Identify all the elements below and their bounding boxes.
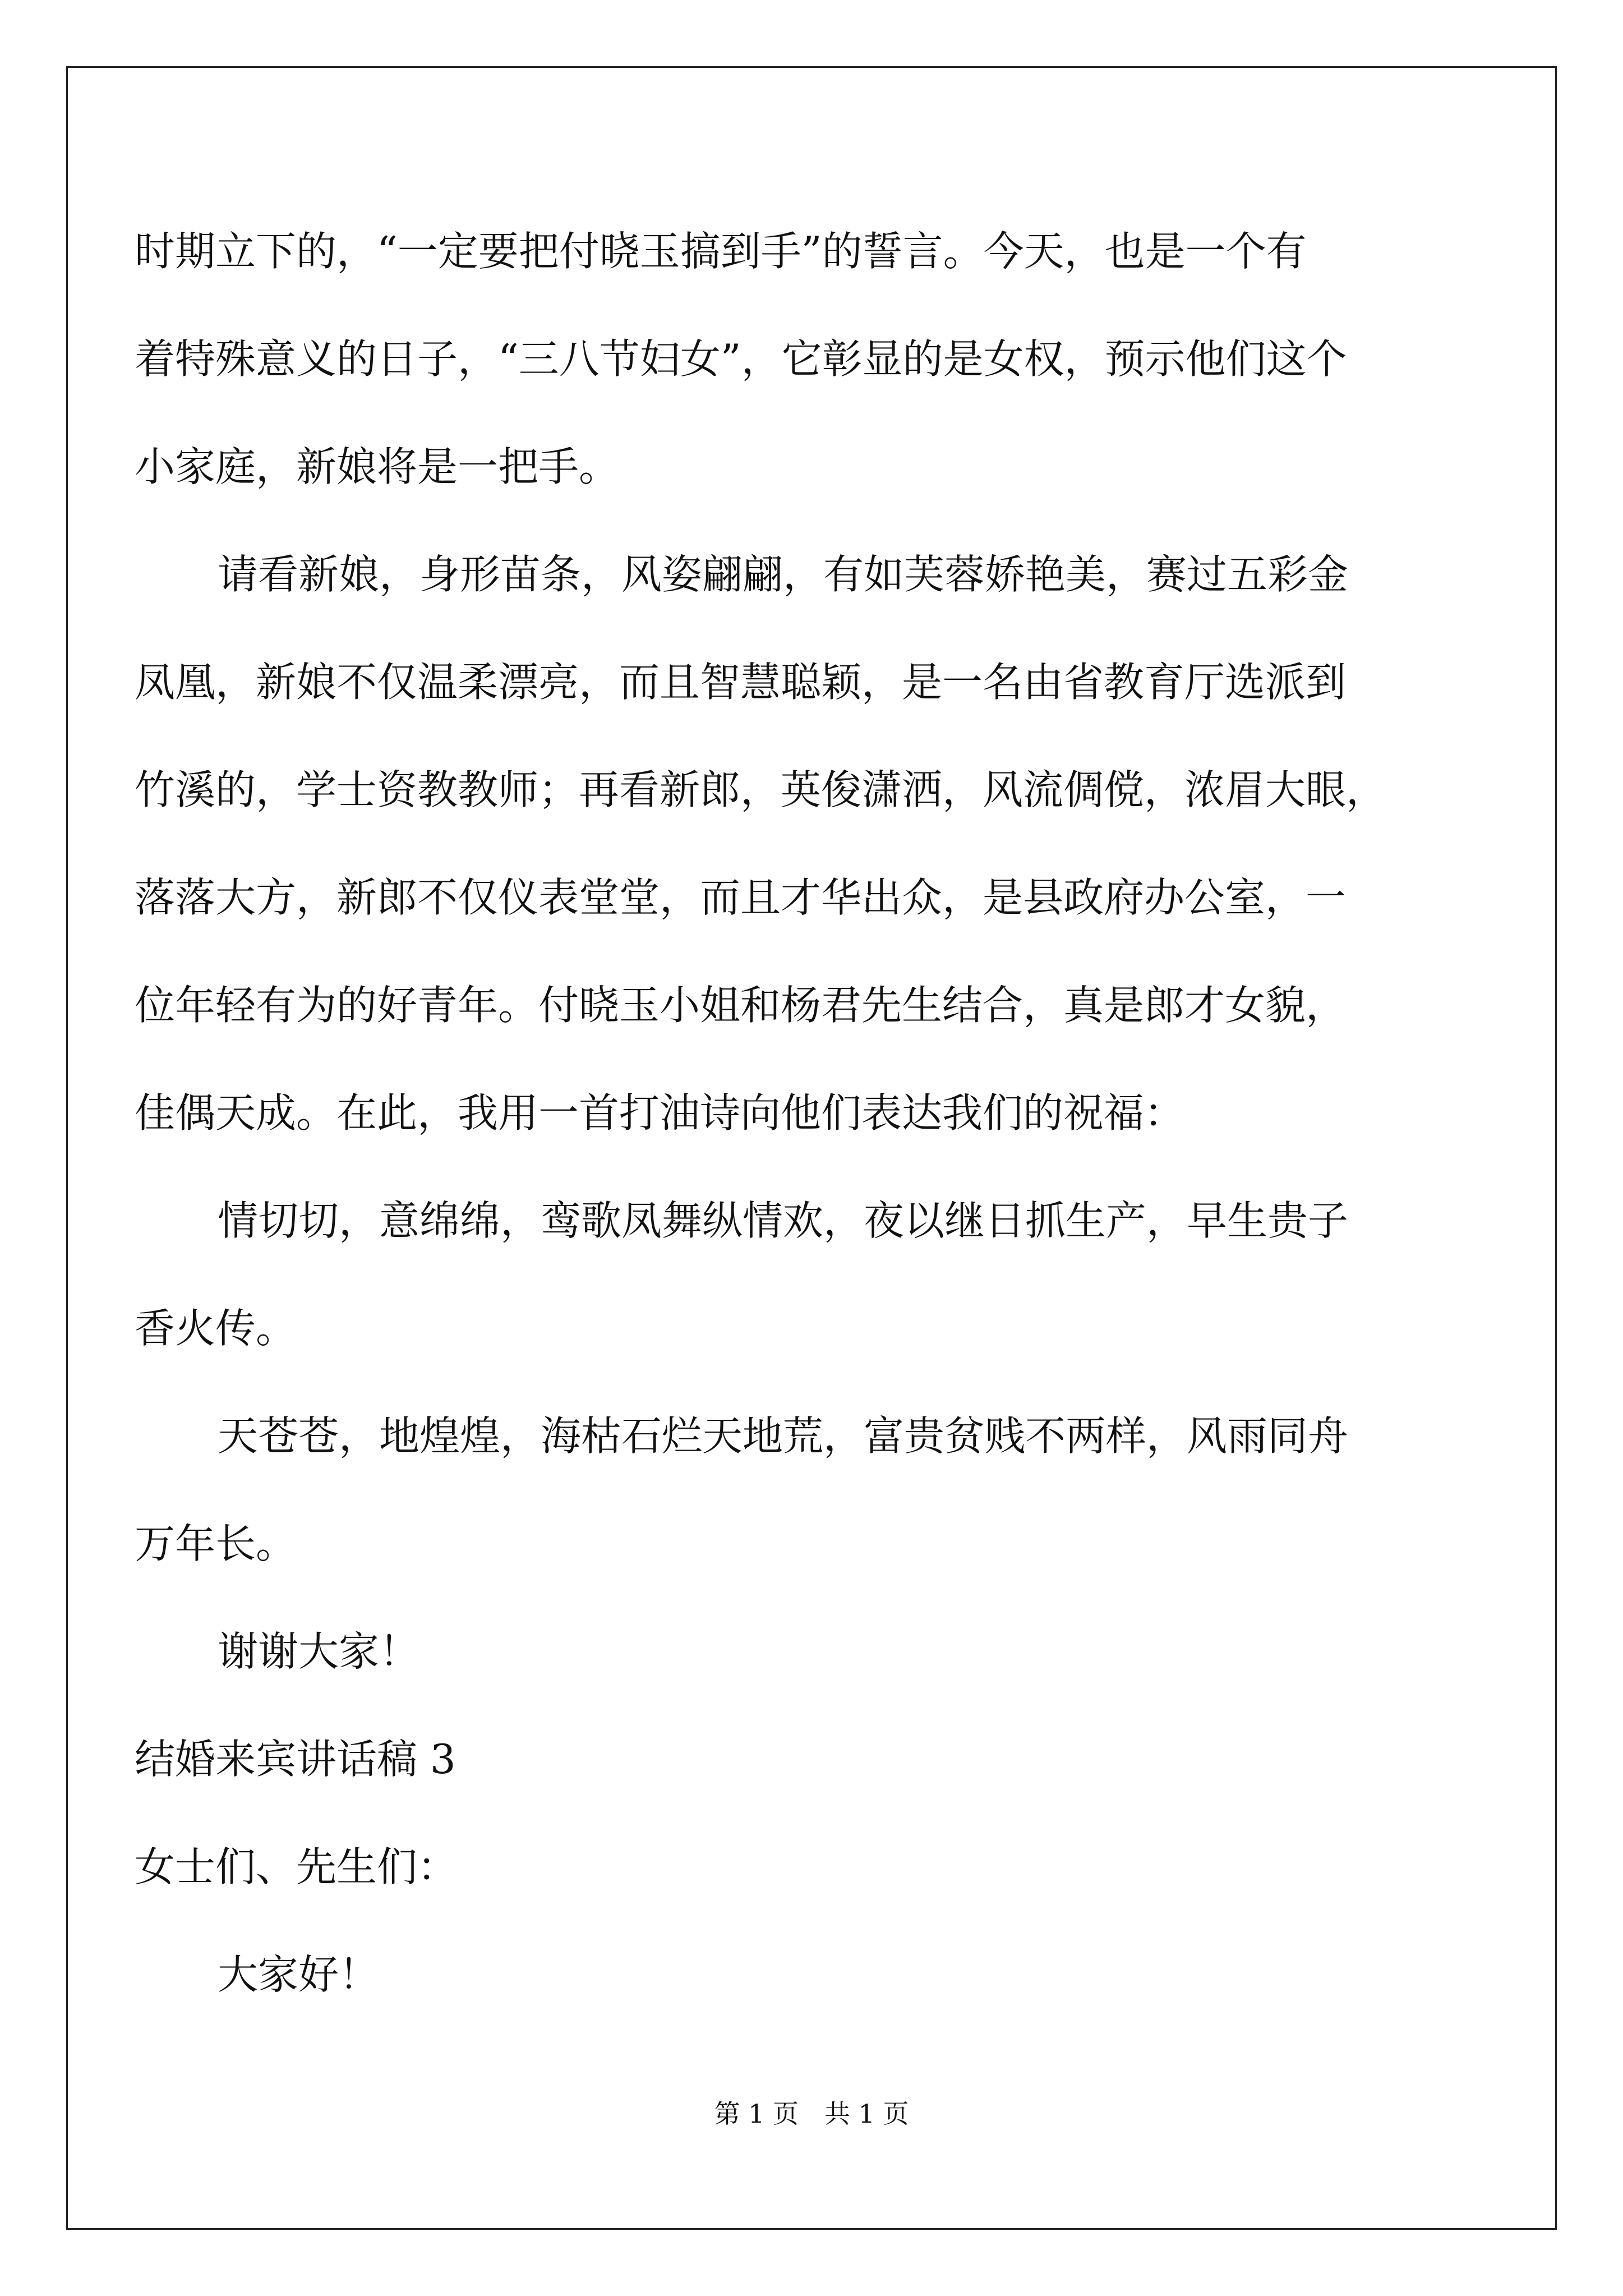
text-line-7: 落落大方，新郎不仅仪表堂堂，而且才华出众，是县政府办公室，一 — [135, 874, 1347, 921]
text-line-8: 位年轻有为的好青年。付晓玉小姐和杨君先生结合，真是郎才女貌， — [135, 982, 1347, 1029]
text-line-6: 竹溪的，学士资教教师；再看新郎，英俊潇洒，风流倜傥，浓眉大眼， — [135, 766, 1387, 813]
text-line-17: 大家好！ — [218, 1951, 380, 1998]
text-line-13: 万年长。 — [135, 1520, 297, 1567]
text-line-2: 着特殊意义的日子，“三八节妇女”，它彰显的是女权，预示他们这个 — [135, 335, 1347, 383]
text-line-1: 时期立下的，“一定要把付晓玉搞到手”的誓言。今天，也是一个有 — [135, 228, 1307, 275]
text-line-12: 天苍苍，地煌煌，海枯石烂天地荒，富贵贫贱不两样，风雨同舟 — [218, 1412, 1349, 1460]
text-line-9: 佳偶天成。在此，我用一首打油诗向他们表达我们的祝福： — [135, 1089, 1185, 1137]
text-line-3: 小家庭，新娘将是一把手。 — [135, 443, 620, 490]
text-line-10: 情切切，意绵绵，鸾歌凤舞纵情欢，夜以继日抓生产，早生贵子 — [218, 1197, 1349, 1244]
section-heading: 结婚来宾讲话稿 3 — [135, 1736, 456, 1783]
text-line-5: 凤凰，新娘不仅温柔漂亮，而且智慧聪颖，是一名由省教育厅选派到 — [135, 659, 1347, 706]
page-border — [66, 66, 1557, 2230]
text-line-4: 请看新娘，身形苗条，风姿翩翩，有如芙蓉娇艳美，赛过五彩金 — [218, 551, 1349, 598]
text-line-14: 谢谢大家！ — [218, 1628, 420, 1675]
text-line-16: 女士们、先生们： — [135, 1843, 458, 1890]
page-footer: 第 1 页 共 1 页 — [714, 2099, 909, 2129]
text-line-11: 香火传。 — [135, 1305, 297, 1352]
